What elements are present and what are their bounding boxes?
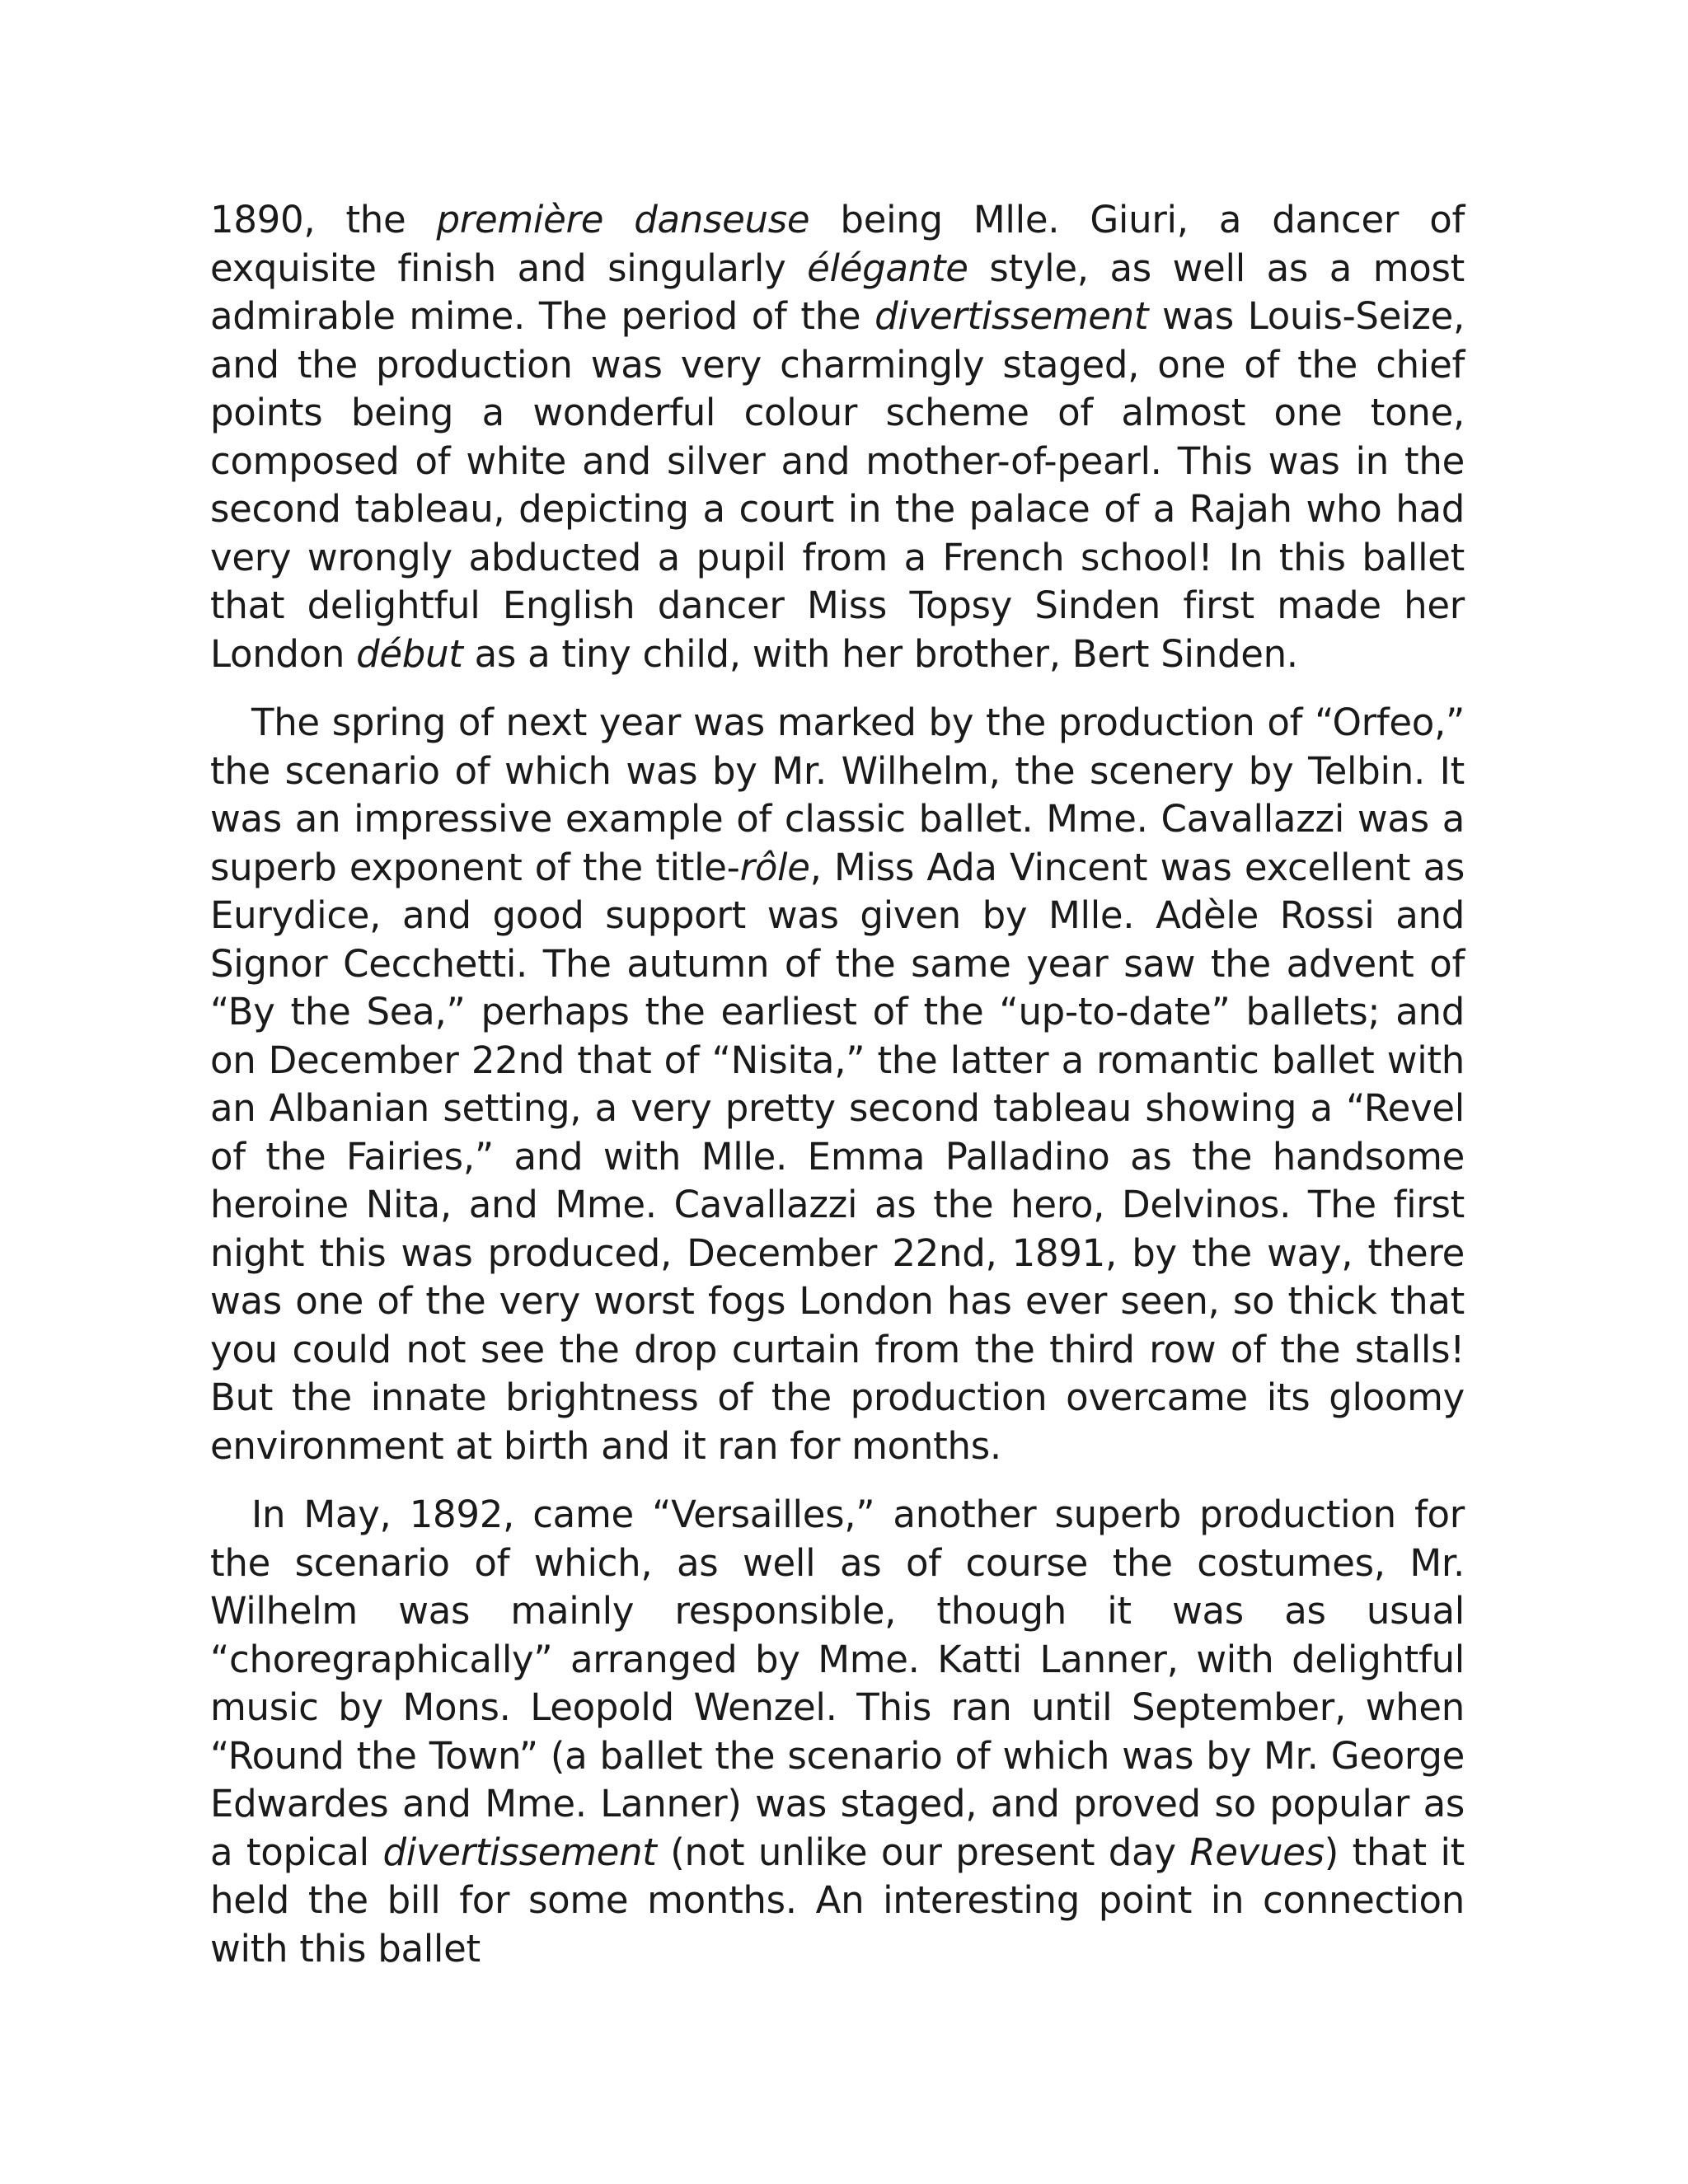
- italic-term: divertissement: [382, 1830, 657, 1874]
- paragraph-text: being Mlle. Giuri, a dancer of exquisite finish and singularly: [210, 198, 1465, 290]
- italic-term: Revues: [1189, 1830, 1325, 1874]
- paragraph-text: 1890, the: [210, 198, 437, 241]
- paragraph-text: style, as well as a most admirable mime. The period of the: [210, 246, 1465, 338]
- italic-term: élégante: [807, 246, 968, 290]
- page-body: [210, 196, 1465, 1994]
- paragraph-text: The spring of next year was marked by the production of “Orfeo,” the scenario of which was by Mr. Wilhelm, the scenery by Telbin. It was an impressive example of classic ballet. Mme. Cavallazzi was a superb exponent of the title-: [210, 701, 1465, 889]
- paragraph-text: In May, 1892, came “Versailles,” another superb production for the scenario of which, as well as of course the costumes, Mr. Wilhelm was mainly responsible, though it was as usual “choregraphically” arranged by Mme. Katti Lanner, with delightful music by Mons. Leopold Wenzel. This ran until September, when “Round the Town” (a ballet the scenario of which was by Mr. George Edwardes and Mme. Lanner) was staged, and proved so popular as a topical: [210, 1493, 1465, 1874]
- paragraph-text: ) that it held the bill for some months. An interesting point in connection with this ballet: [210, 1830, 1465, 1971]
- paragraph-2: [210, 699, 1465, 1470]
- italic-term: première danseuse: [436, 198, 810, 241]
- paragraph-text: as a tiny child, with her brother, Bert Sinden.: [462, 631, 1298, 676]
- italic-term: début: [356, 631, 463, 676]
- italic-term: divertissement: [874, 294, 1149, 338]
- paragraph-1: [210, 196, 1465, 678]
- paragraph-text: was Louis-Seize, and the production was very charmingly staged, one of the chief points being a wonderful colour scheme of almost one tone, composed of white and silver and mother-of-pearl. This was in the second tableau, depicting a court in the palace of a Rajah who had very wrongly abducted a pupil from a French school! In this ballet that delightful English dancer Miss Topsy Sinden first made her London: [210, 294, 1465, 676]
- paragraph-text: (not unlike our present day: [656, 1830, 1190, 1874]
- paragraph-3: [210, 1491, 1465, 1973]
- paragraph-text: , Miss Ada Vincent was excellent as Eurydice, and good support was given by Mlle. Adèle Rossi and Signor Cecchetti. The autumn of the same year saw the advent of “By the Sea,” perhaps the earliest of the “up-to-date” ballets; and on December 22nd that of “Nisita,” the latter a romantic ballet with an Albanian setting, a very pretty second tableau showing a “Revel of the Fairies,” and with Mlle. Emma Palladino as the handsome heroine Nita, and Mme. Cavallazzi as the hero, Delvinos. The first night this was produced, December 22nd, 1891, by the way, there was one of the very worst fogs London has ever seen, so thick that you could not see the drop curtain from the third row of the stalls! But the innate brightness of the production overcame its gloomy environment at birth and it ran for months.: [210, 845, 1465, 1468]
- italic-term: rôle: [739, 845, 810, 889]
